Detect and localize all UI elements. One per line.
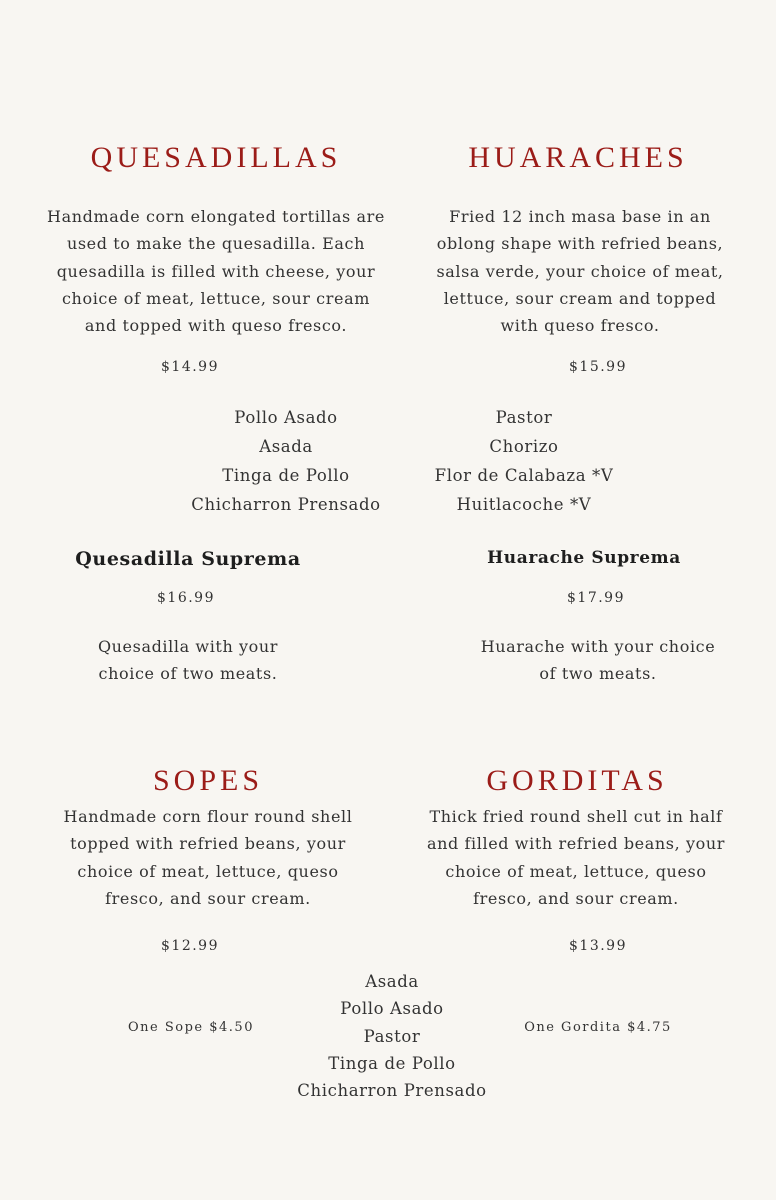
desc-line: lettuce, sour cream and topped [443,288,717,308]
desc-line: fresco, and sour cream. [105,888,311,908]
quesadilla-suprema-title: Quesadilla Suprema [75,548,301,570]
desc-line: choice of meat, lettuce, queso [77,861,339,881]
sopes-heading: SOPES [152,764,264,797]
list-item: Chorizo [489,437,559,456]
desc-line: Handmade corn flour round shell [63,807,353,826]
list-item: Tinga de Pollo [222,466,350,485]
list-item: Pastor [363,1026,421,1046]
desc-line: Huarache with your choice [480,637,716,656]
desc-line: oblong shape with refried beans, [436,234,724,254]
meat-list-right [404,403,644,519]
desc-line: choice of meat, lettuce, sour cream [62,288,370,308]
quesadilla-suprema-description [60,633,316,688]
desc-line: Thick fried round shell cut in half [429,807,723,826]
single-sope-price: One Sope $4.50 [128,1020,254,1035]
list-item: Tinga de Pollo [328,1053,456,1073]
desc-line: Fried 12 inch masa base in an [449,207,711,226]
huarache-suprema-description [458,633,738,688]
desc-line: fresco, and sour cream. [473,888,679,908]
single-gordita-price: One Gordita $4.75 [524,1020,672,1035]
desc-line: used to make the quesadilla. Each [66,234,366,254]
list-item: Chicharron Prensado [191,495,381,514]
list-item: Pastor [495,408,553,427]
gorditas-heading: GORDITAS [486,764,668,797]
list-item: Huitlacoche *V [456,495,592,514]
desc-line: quesadilla is filled with cheese, your [56,261,376,281]
quesadillas-description [30,203,402,339]
quesadillas-price: $14.99 [161,359,219,375]
desc-line: and filled with refried beans, your [426,834,726,854]
desc-line: Quesadilla with your [97,637,279,656]
sopes-price: $12.99 [161,938,219,954]
quesadillas-heading: QUESADILLAS [90,141,342,174]
list-item: Flor de Calabaza *V [434,466,614,485]
desc-line: and topped with queso fresco. [84,316,348,336]
huarache-suprema-title: Huarache Suprema [487,548,681,568]
desc-line: topped with refried beans, your [70,834,346,854]
gorditas-price: $13.99 [569,938,627,954]
desc-line: of two meats. [539,664,657,684]
meat-list-left [156,403,416,519]
desc-line: with queso fresco. [500,316,660,336]
huaraches-price: $15.99 [569,359,627,375]
gorditas-description [408,803,744,912]
list-item: Pollo Asado [234,408,338,427]
huarache-suprema-price: $17.99 [567,590,625,606]
list-item: Asada [259,437,313,456]
quesadilla-suprema-price: $16.99 [157,590,215,606]
desc-line: choice of two meats. [98,664,278,684]
list-item: Pollo Asado [340,999,444,1019]
list-item: Asada [365,972,419,991]
huaraches-heading: HUARACHES [468,141,688,174]
huaraches-description [404,203,756,339]
sopes-description [40,803,376,912]
meat-list-bottom [262,968,522,1104]
list-item: Chicharron Prensado [297,1081,487,1101]
desc-line: choice of meat, lettuce, queso [445,861,707,881]
desc-line: Handmade corn elongated tortillas are [47,207,385,226]
desc-line: salsa verde, your choice of meat, [436,261,724,281]
